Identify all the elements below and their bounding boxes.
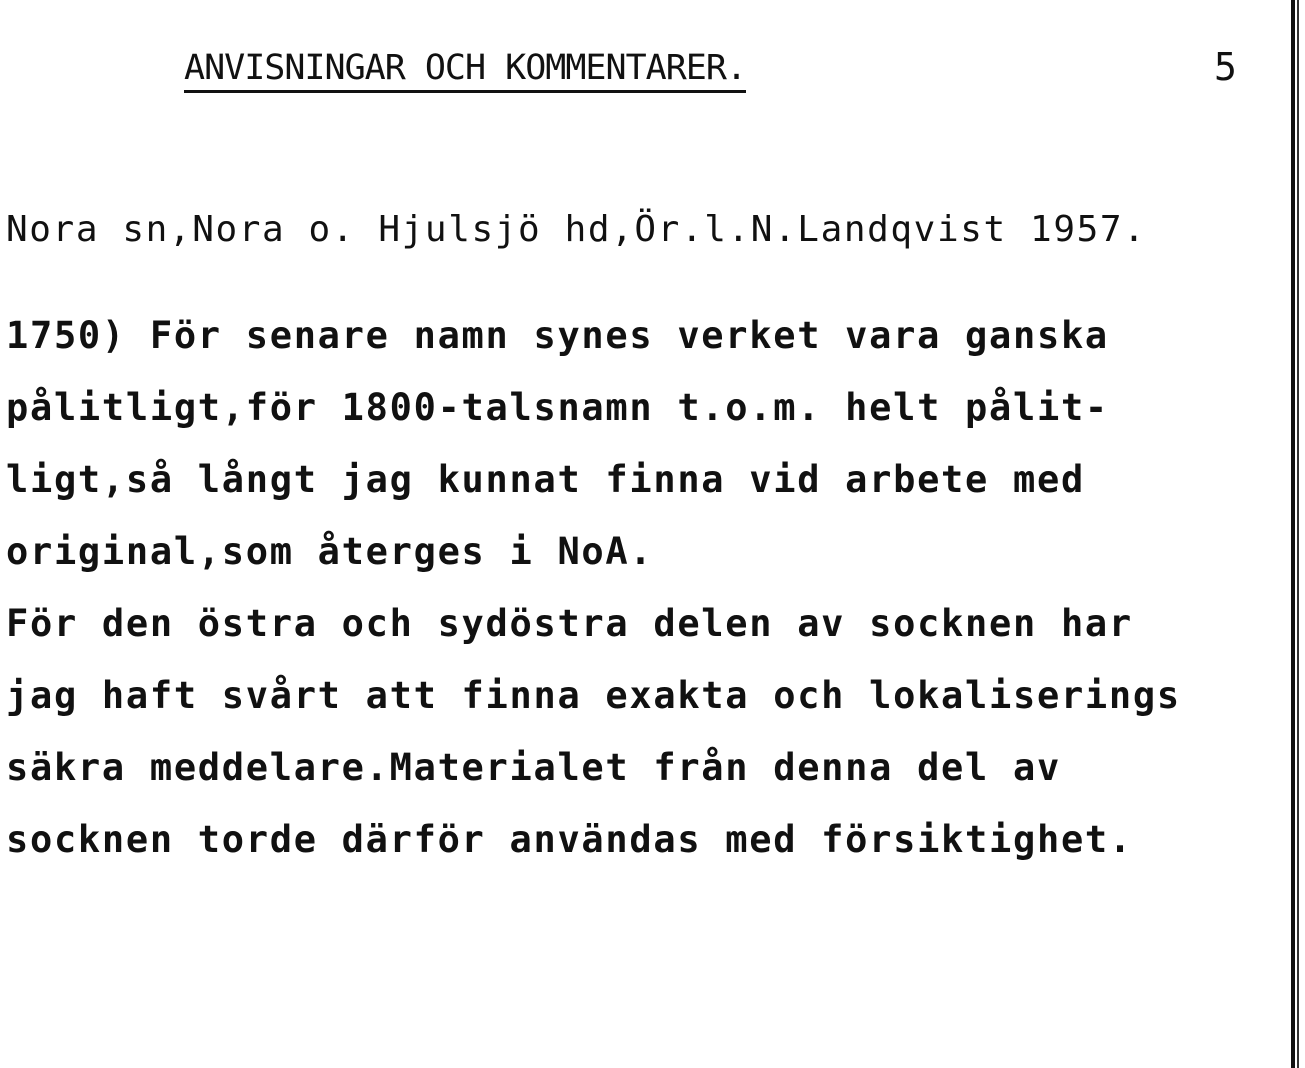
comment-body: [6, 300, 1276, 876]
body-line: original,som återges i NoA.: [6, 530, 654, 573]
page-number: 5: [1214, 45, 1237, 89]
body-line: jag haft svårt att finna exakta och lokaliserings: [6, 674, 1181, 717]
body-line: För den östra och sydöstra delen av socknen har: [6, 602, 1133, 645]
body-line: 1750) För senare namn synes verket vara ganska: [6, 314, 1109, 357]
body-line: pålitligt,för 1800-talsnamn t.o.m. helt pålit-: [6, 386, 1109, 429]
card-edge-rule: [1291, 0, 1295, 1068]
body-line: socknen torde därför användas med försiktighet.: [6, 818, 1133, 861]
body-line: säkra meddelare.Materialet från denna del av: [6, 746, 1061, 789]
card-edge-rule-inner: [1297, 0, 1299, 1068]
source-citation: Nora sn,Nora o. Hjulsjö hd,Ör.l.N.Landqvist 1957.: [6, 209, 1147, 250]
card-heading: ANVISNINGAR OCH KOMMENTARER.: [184, 48, 746, 93]
body-line: ligt,så långt jag kunnat finna vid arbete med: [6, 458, 1085, 501]
